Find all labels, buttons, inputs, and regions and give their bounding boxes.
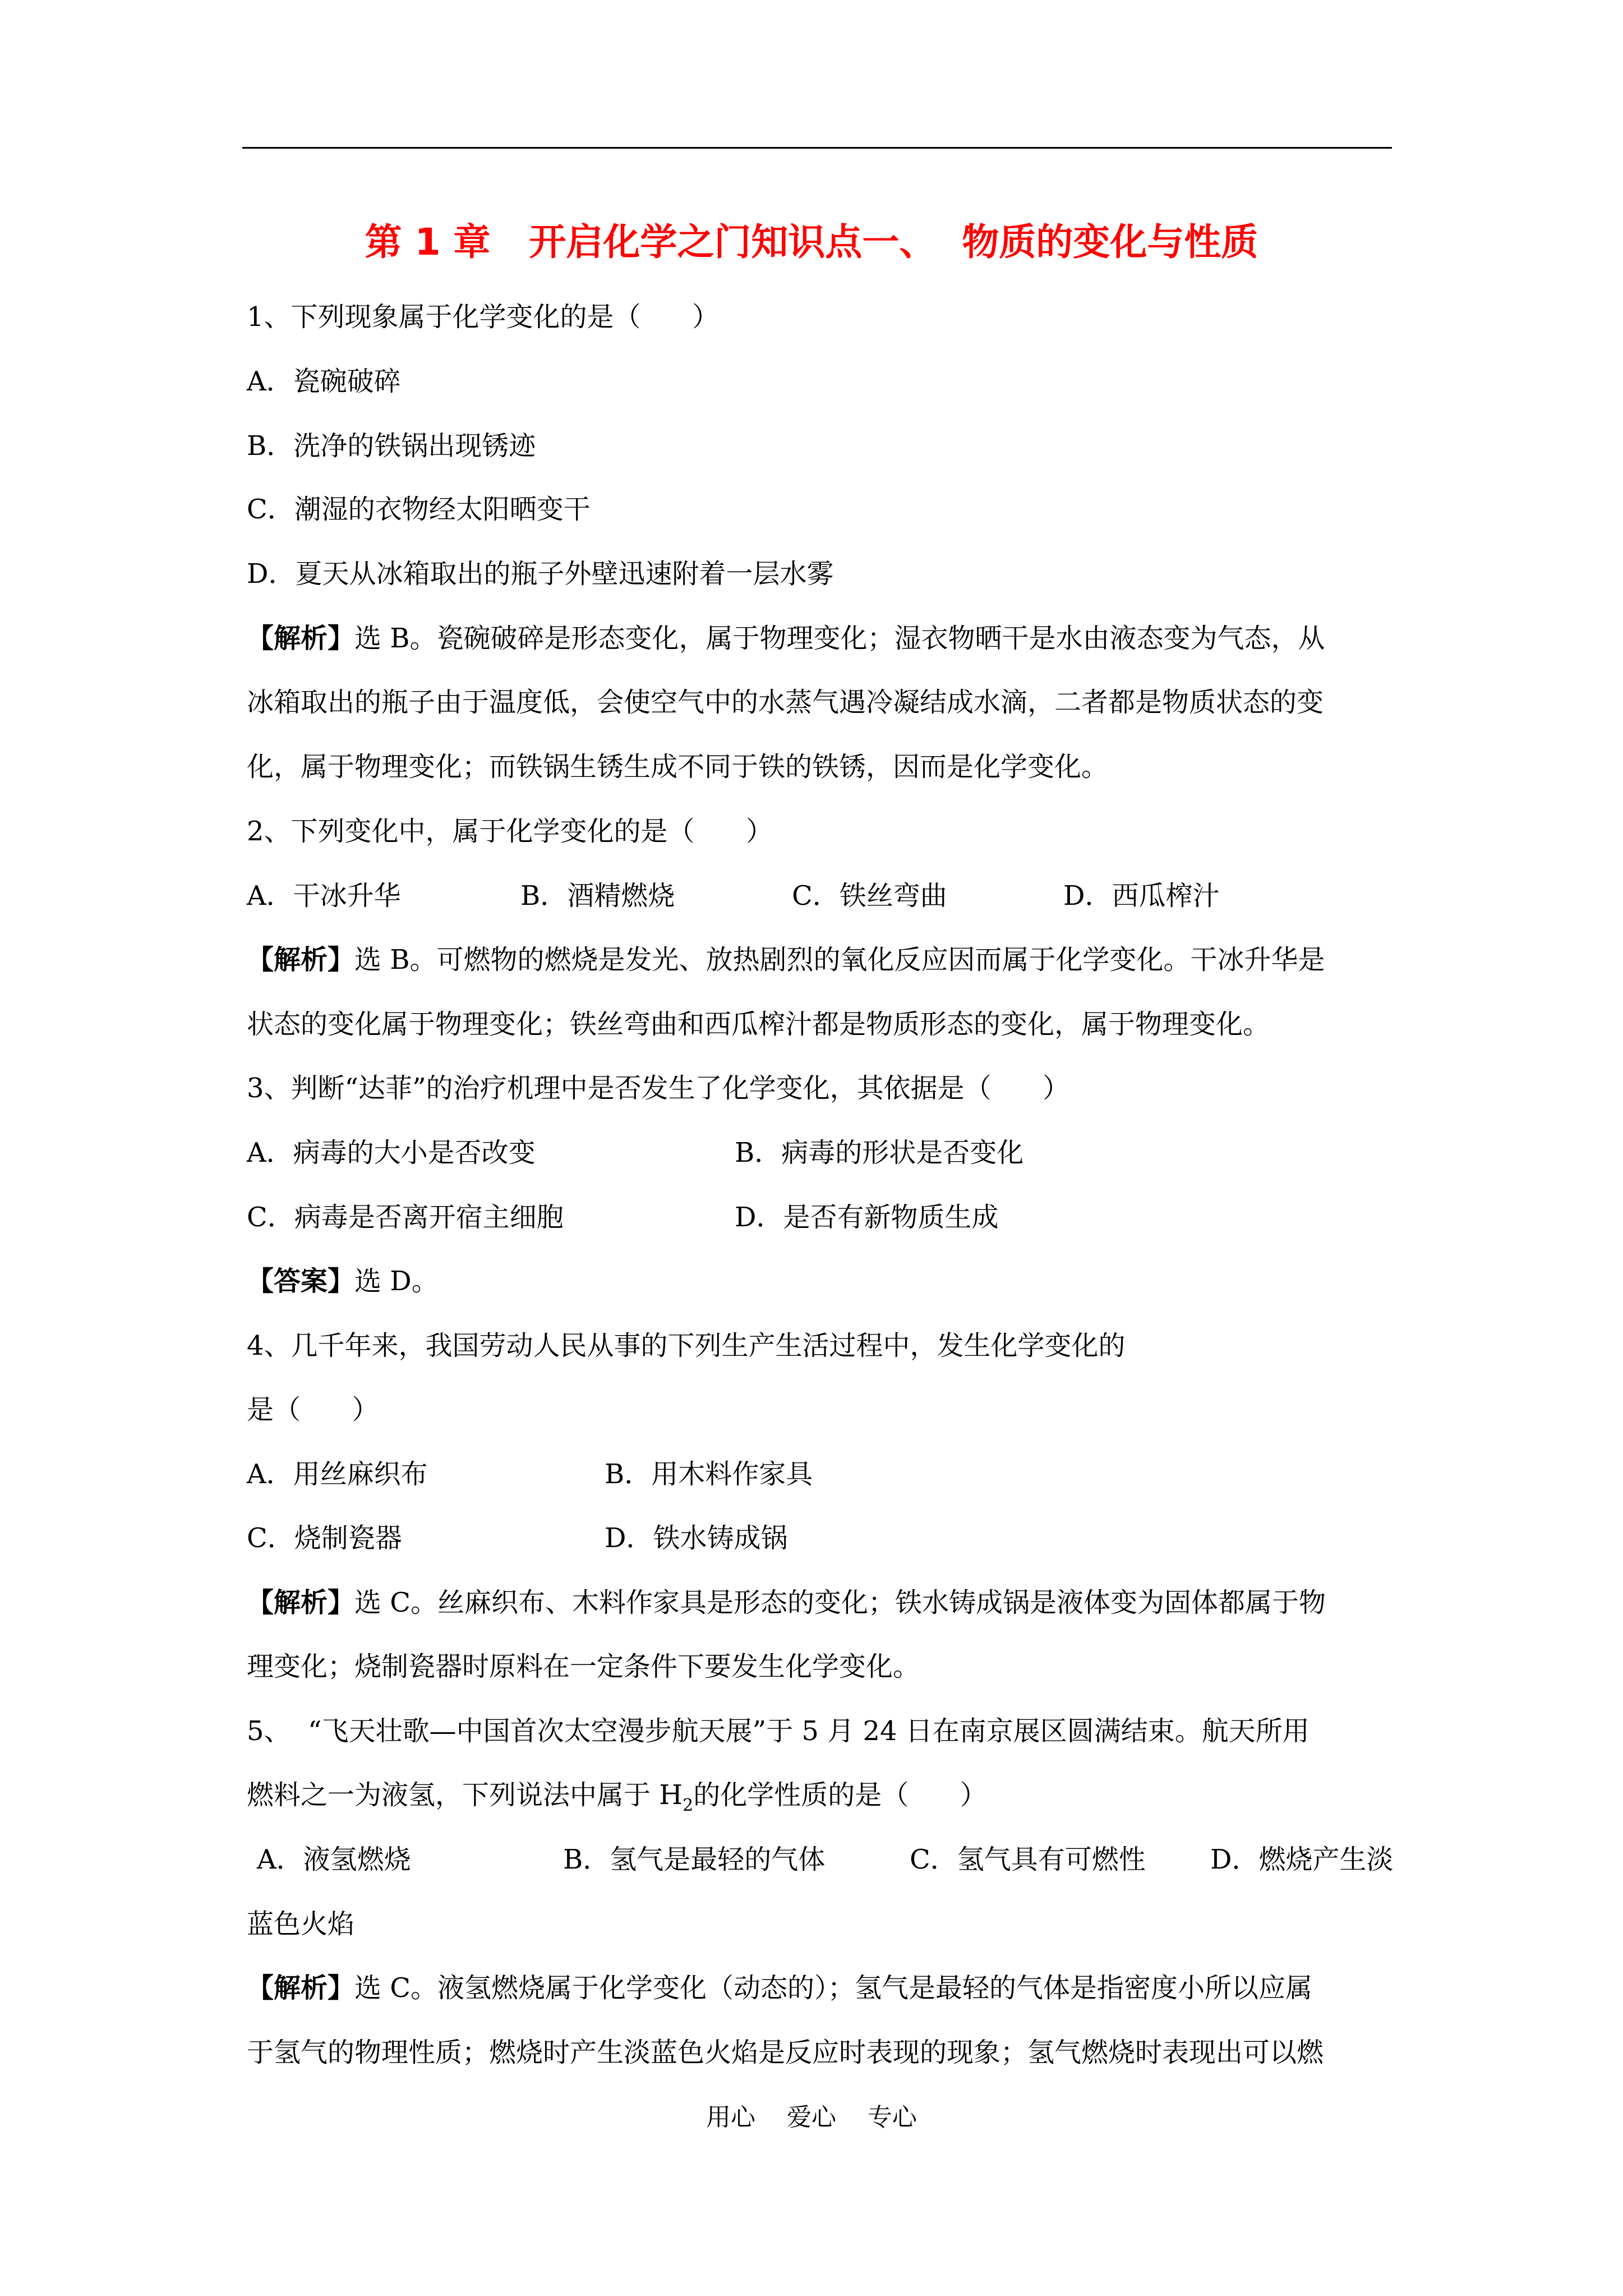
q3-option-a: A．病毒的大小是否改变	[247, 1137, 536, 1168]
q1-stem: 1、下列现象属于化学变化的是（ ）	[247, 301, 720, 333]
q5-option-a: A．液氢燃烧	[257, 1844, 411, 1875]
q4-analysis-tag: 【解析】	[247, 1587, 355, 1618]
q5-stem-text: 燃料之一为液氢，下列说法中属于 H	[247, 1779, 683, 1811]
q3-answer-text: 选 D。	[354, 1266, 439, 1297]
q3-option-b: B．病毒的形状是否变化	[735, 1137, 1024, 1168]
q1-analysis-line-1	[247, 616, 1325, 661]
q3-answer-tag: 【答案】	[247, 1266, 355, 1297]
q1-option-c: C．潮湿的衣物经太阳晒变干	[247, 494, 591, 525]
q4-option-c: C．烧制瓷器	[247, 1522, 402, 1554]
q5-analysis-line-1	[247, 1966, 1312, 2010]
q2-analysis-line-1	[247, 937, 1325, 982]
q3-option-c: C．病毒是否离开宿主细胞	[247, 1202, 564, 1233]
page-title: 第 1 章 开启化学之门知识点一、 物质的变化与性质	[365, 220, 1258, 264]
q5-option-d-continued: 蓝色火焰	[247, 1908, 355, 1940]
q5-stem-line-1: 5、 “飞天壮歌—中国首次太空漫步航天展”于 5 月 24 日在南京展区圆满结束。航天所用	[247, 1715, 1310, 1747]
q1-analysis-text: 选 B。瓷碗破碎是形态变化，属于物理变化；湿衣物晒干是水由液态变为气态，从	[354, 623, 1325, 654]
q2-analysis-line-2: 状态的变化属于物理变化；铁丝弯曲和西瓜榨汁都是物质形态的变化，属于物理变化。	[247, 1009, 1270, 1040]
q1-analysis-line-2: 冰箱取出的瓶子由于温度低，会使空气中的水蒸气遇冷凝结成水滴，二者都是物质状态的变	[247, 687, 1324, 718]
q3-stem: 3、判断“达菲”的治疗机理中是否发生了化学变化，其依据是（ ）	[247, 1073, 1070, 1104]
q2-analysis-text: 选 B。可燃物的燃烧是发光、放热剧烈的氧化反应因而属于化学变化。干冰升华是	[354, 944, 1325, 976]
q4-analysis-line-2: 理变化；烧制瓷器时原料在一定条件下要发生化学变化。	[247, 1651, 920, 1682]
q1-option-d: D．夏天从冰箱取出的瓶子外壁迅速附着一层水雾	[247, 558, 834, 590]
q4-option-d: D．铁水铸成锅	[605, 1522, 788, 1554]
q4-option-a: A．用丝麻织布	[247, 1458, 428, 1490]
q2-option-a: A．干冰升华	[247, 880, 401, 912]
q5-analysis-tag: 【解析】	[247, 1972, 355, 2004]
q1-option-b: B．洗净的铁锅出现锈迹	[247, 430, 536, 462]
q1-analysis-tag: 【解析】	[247, 623, 355, 654]
q2-option-c: C．铁丝弯曲	[792, 880, 947, 912]
q5-option-b: B．氢气是最轻的气体	[563, 1844, 826, 1875]
q2-analysis-tag: 【解析】	[247, 944, 355, 976]
q2-option-d: D．西瓜榨汁	[1063, 880, 1220, 912]
q4-analysis-line-1	[247, 1580, 1326, 1625]
q1-analysis-line-3: 化，属于物理变化；而铁锅生锈生成不同于铁的铁锈，因而是化学变化。	[247, 751, 1109, 783]
q5-option-c: C．氢气具有可燃性	[910, 1844, 1146, 1875]
q5-analysis-line-2: 于氢气的物理性质；燃烧时产生淡蓝色火焰是反应时表现的现象；氢气燃烧时表现出可以燃	[247, 2037, 1324, 2068]
q5-stem-text-end: 的化学性质的是（ ）	[693, 1779, 987, 1811]
q1-option-a: A．瓷碗破碎	[247, 366, 401, 397]
page-footer: 用心 爱心 专心	[706, 2103, 917, 2132]
q4-stem-line-1: 4、几千年来，我国劳动人民从事的下列生产生活过程中，发生化学变化的	[247, 1330, 1126, 1361]
header-rule	[242, 147, 1392, 149]
q2-option-b: B．酒精燃烧	[520, 880, 675, 912]
q5-option-d: D．燃烧产生淡	[1210, 1844, 1394, 1875]
q2-stem: 2、下列变化中，属于化学变化的是（ ）	[247, 816, 773, 847]
q4-option-b: B．用木料作家具	[605, 1458, 813, 1490]
q4-analysis-text: 选 C。丝麻织布、木料作家具是形态的变化；铁水铸成锅是液体变为固体都属于物	[354, 1587, 1326, 1618]
q5-analysis-text: 选 C。液氢燃烧属于化学变化（动态的）；氢气是最轻的气体是指密度小所以应属	[354, 1972, 1313, 2004]
q3-option-d: D．是否有新物质生成	[735, 1202, 999, 1233]
q3-answer	[247, 1259, 439, 1304]
q5-h2-subscript: 2	[683, 1796, 694, 1815]
q5-stem-line-2	[247, 1773, 987, 1828]
q4-stem-line-2: 是（ ）	[247, 1394, 379, 1425]
